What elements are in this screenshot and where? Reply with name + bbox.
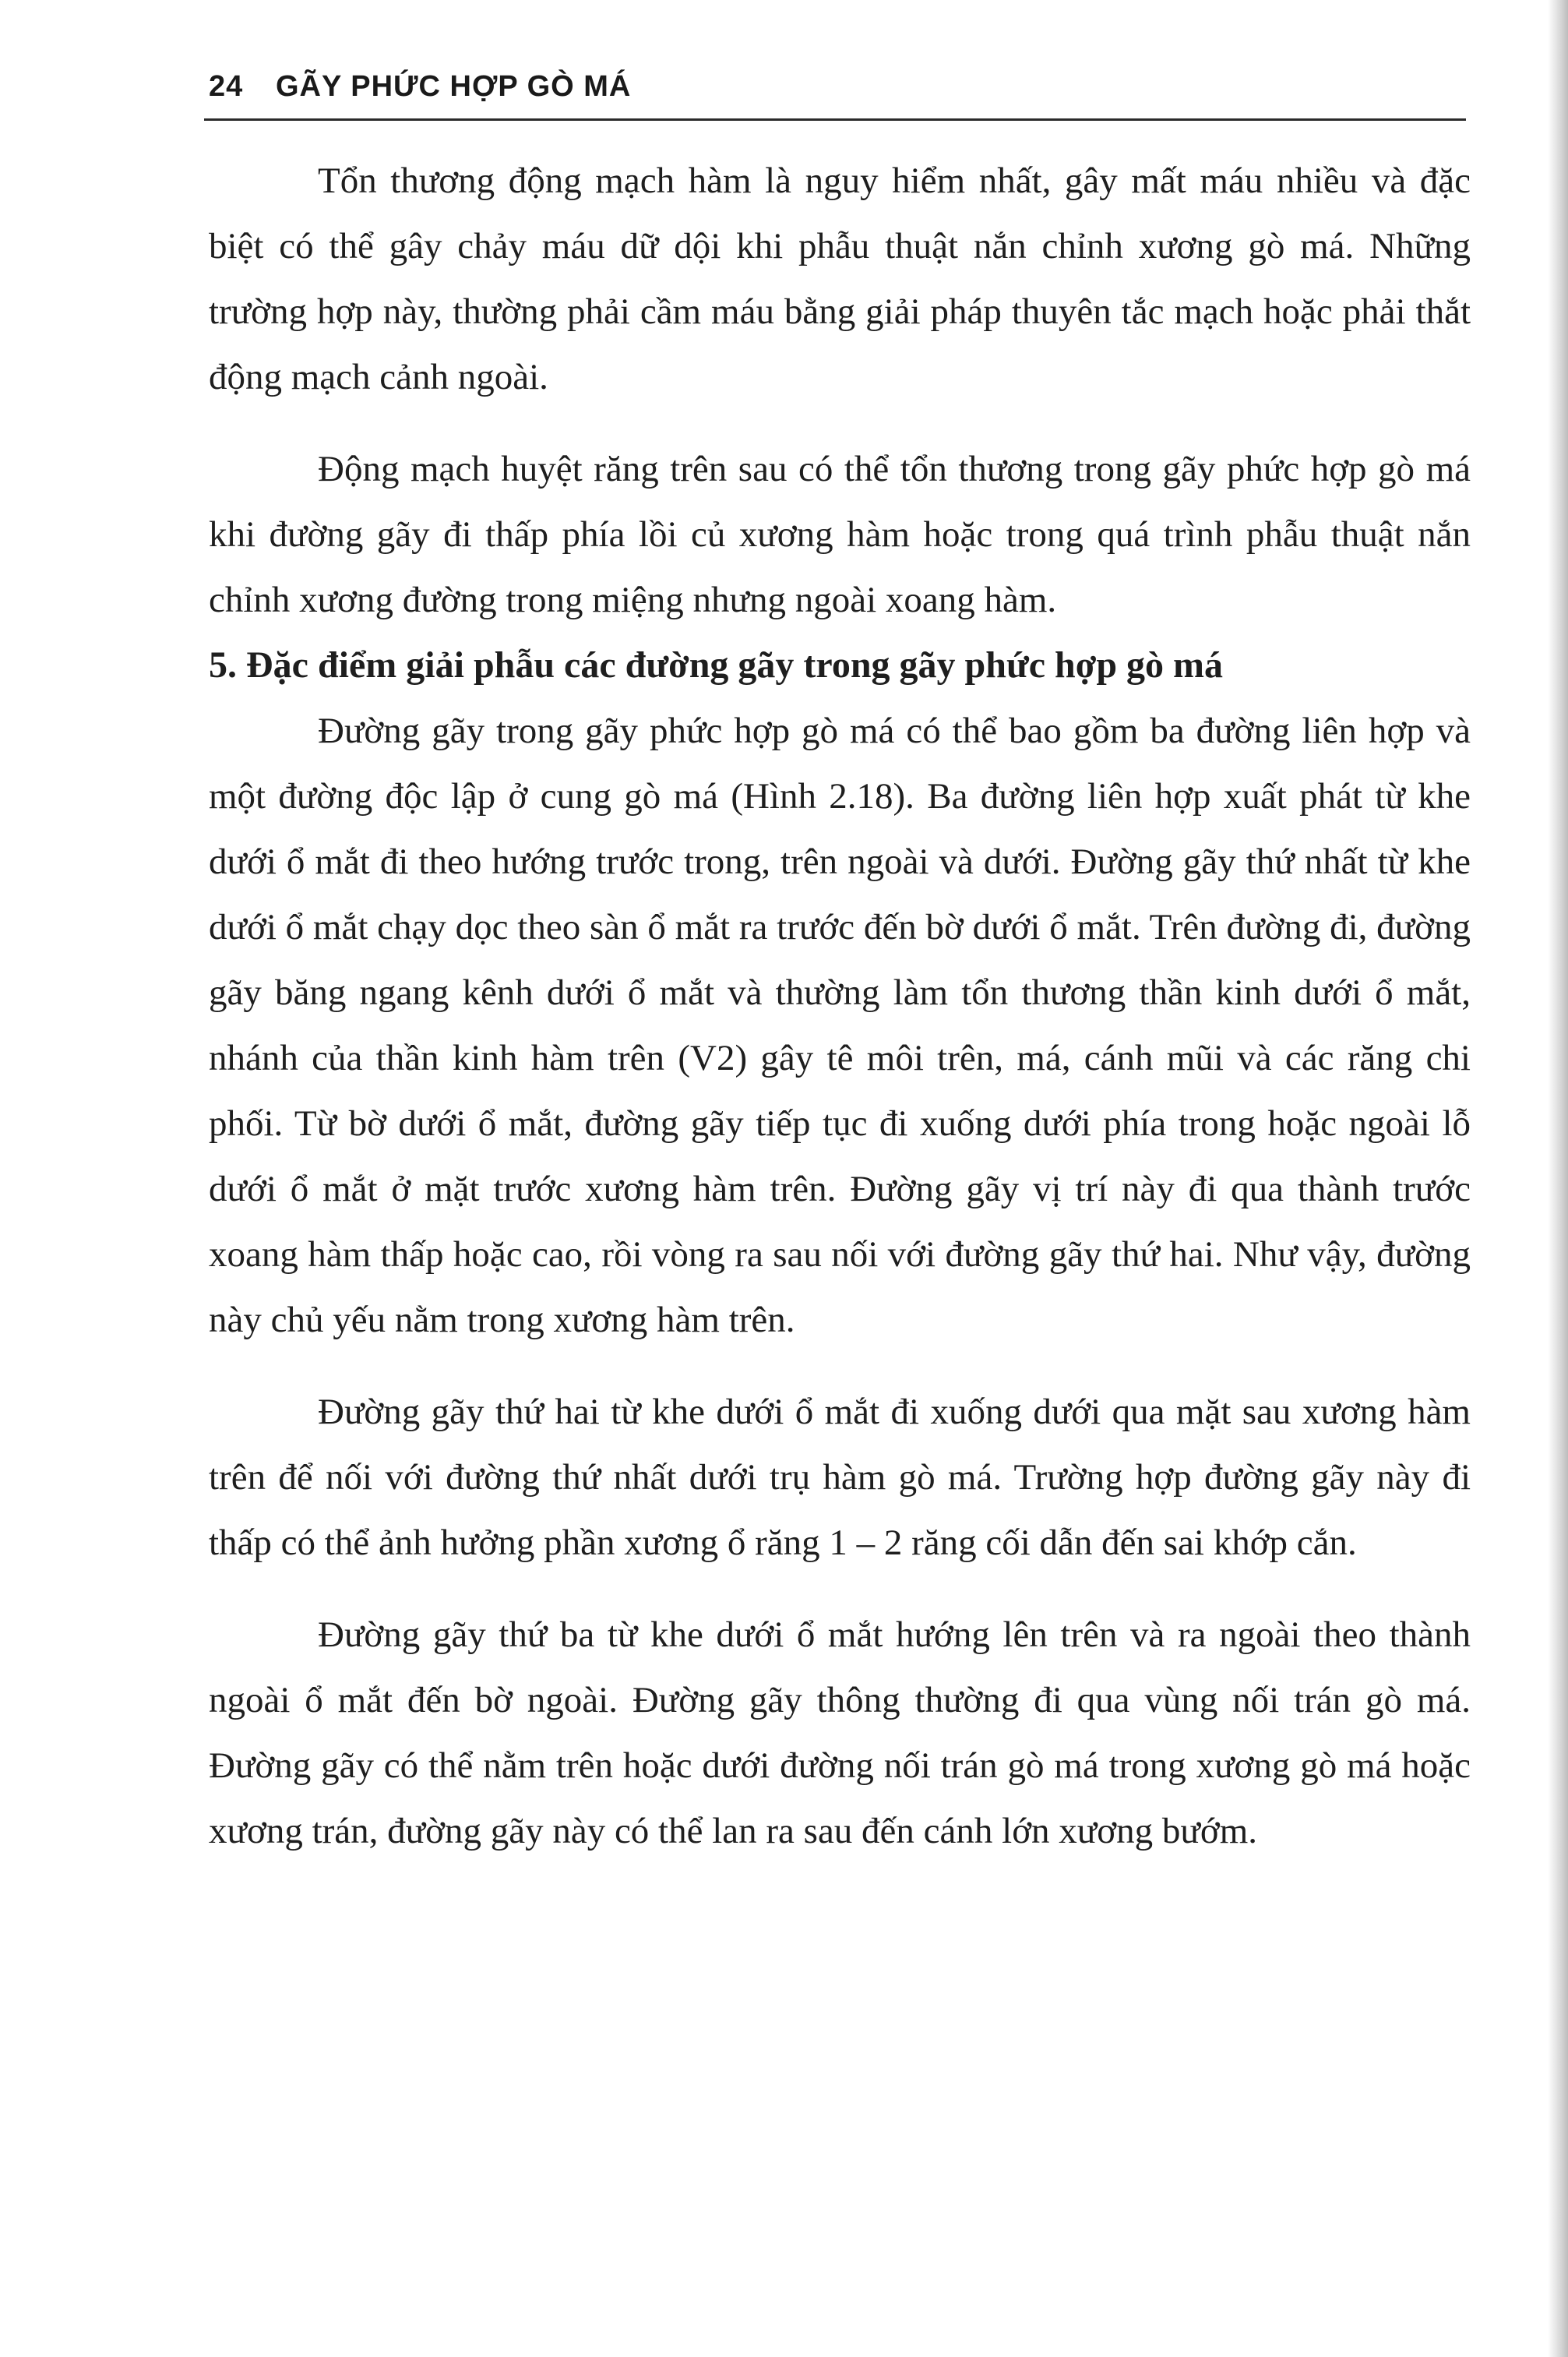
paragraph-second-line: Đường gãy thứ hai từ khe dưới ổ mắt đi xuống dưới qua mặt sau xương hàm trên để nối với đường thứ nhất dưới trụ hàm gò má. Trường hợp đường gãy này đi thấp có thể ảnh hưởng phần xương ổ răng 1 – 2 răng cối dẫn đến sai khớp cắn. <box>209 1392 1471 1563</box>
section-heading: 5. Đặc điểm giải phẫu các đường gãy trong gãy phức hợp gò má <box>209 644 1223 686</box>
paragraph-fracture-lines: Đường gãy trong gãy phức hợp gò má có thể bao gồm ba đường liên hợp và một đường độc lập ở cung gò má (Hình 2.18). Ba đường liên hợp xuất phát từ khe dưới ổ mắt đi theo hướng trước trong, trên ngoài và dưới. Đường gãy thứ nhất từ khe dưới ổ mắt chạy dọc theo sàn ổ mắt ra trước đến bờ dưới ổ mắt. Trên đường đi, đường gãy băng ngang kênh dưới ổ mắt và thường làm tổn thương thần kinh dưới ổ mắt, nhánh của thần kinh hàm trên (V2) gây tê môi trên, má, cánh mũi và các răng chi phối. Từ bờ dưới ổ mắt, đường gãy tiếp tục đi xuống dưới phía trong hoặc ngoài lỗ dưới ổ mắt ở mặt trước xương hàm trên. Đường gãy vị trí này đi qua thành trước xoang hàm thấp hoặc cao, rồi vòng ra sau nối với đường gãy thứ hai. Như vậy, đường này chủ yếu nằm trong xương hàm trên. <box>209 711 1471 1340</box>
running-title: GÃY PHỨC HỢP GÒ MÁ <box>276 70 632 103</box>
page-header <box>204 64 1466 121</box>
page-number: 24 <box>209 70 244 103</box>
paragraph-third-line: Đường gãy thứ ba từ khe dưới ổ mắt hướng lên trên và ra ngoài theo thành ngoài ổ mắt đến bờ ngoài. Đường gãy thông thường đi qua vùng nối trán gò má. Đường gãy có thể nằm trên hoặc dưới đường nối trán gò má trong xương gò má hoặc xương trán, đường gãy này có thể lan ra sau đến cánh lớn xương bướm. <box>209 1614 1471 1851</box>
page-body <box>209 148 1471 1864</box>
paragraph-alveolar-artery: Động mạch huyệt răng trên sau có thể tổn thương trong gãy phức hợp gò má khi đường gãy đi thấp phía lồi củ xương hàm hoặc trong quá trình phẫu thuật nắn chỉnh xương đường trong miệng nhưng ngoài xoang hàm. <box>209 449 1471 620</box>
paragraph-arterial-injury: Tổn thương động mạch hàm là nguy hiểm nhất, gây mất máu nhiều và đặc biệt có thể gây chảy máu dữ dội khi phẫu thuật nắn chỉnh xương gò má. Những trường hợp này, thường phải cầm máu bằng giải pháp thuyên tắc mạch hoặc phải thắt động mạch cảnh ngoài. <box>209 161 1471 397</box>
page-edge-shadow <box>1548 0 1568 2357</box>
